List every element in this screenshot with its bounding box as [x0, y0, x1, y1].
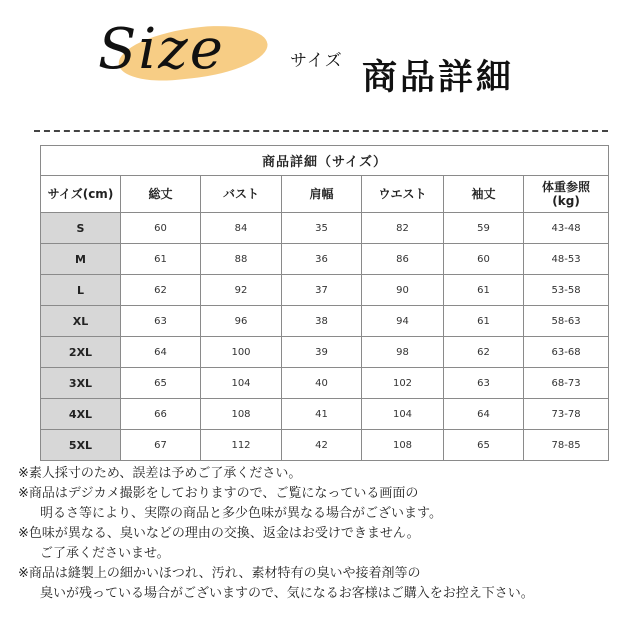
col-header-waist: ウエスト — [362, 176, 444, 213]
measurement-cell: 100 — [201, 337, 282, 368]
col-header-size: サイズ(cm) — [41, 176, 121, 213]
measurement-cell: 39 — [282, 337, 362, 368]
size-kana-label: サイズ — [290, 51, 343, 71]
col-header-weight-unit: (kg) — [552, 194, 580, 208]
note-line: ※素人採寸のため、誤差は予めご了承ください。 — [18, 466, 302, 481]
measurement-cell: 66 — [121, 399, 201, 430]
table-row — [41, 368, 609, 399]
measurement-cell: 62 — [444, 337, 524, 368]
measurement-cell: 65 — [444, 430, 524, 461]
size-label-cell: M — [41, 244, 121, 275]
col-header-shoulder: 肩幅 — [282, 176, 362, 213]
measurement-cell: 108 — [201, 399, 282, 430]
measurement-cell: 40 — [282, 368, 362, 399]
measurement-cell: 102 — [362, 368, 444, 399]
measurement-cell: 42 — [282, 430, 362, 461]
measurement-cell: 64 — [444, 399, 524, 430]
measurement-cell: 63 — [121, 306, 201, 337]
table-row — [41, 213, 609, 244]
dashed-divider — [34, 130, 608, 132]
table-row — [41, 244, 609, 275]
measurement-cell: 88 — [201, 244, 282, 275]
measurement-cell: 43-48 — [524, 213, 609, 244]
note-line: ※商品はデジカメ撮影をしておりますので、ご覧になっている画面の — [18, 486, 419, 501]
table-row — [41, 399, 609, 430]
note-line: ※色味が異なる、臭いなどの理由の交換、返金はお受けできません。 — [18, 526, 420, 541]
measurement-cell: 36 — [282, 244, 362, 275]
measurement-cell: 38 — [282, 306, 362, 337]
measurement-cell: 64 — [121, 337, 201, 368]
measurement-cell: 82 — [362, 213, 444, 244]
measurement-cell: 61 — [444, 275, 524, 306]
size-label-cell: S — [41, 213, 121, 244]
note-line: ※商品は縫製上の細かいほつれ、汚れ、素材特有の臭いや接着剤等の — [18, 566, 421, 581]
size-label-cell: 3XL — [41, 368, 121, 399]
size-label-cell: L — [41, 275, 121, 306]
table-row — [41, 306, 609, 337]
measurement-cell: 84 — [201, 213, 282, 244]
measurement-cell: 63 — [444, 368, 524, 399]
table-row — [41, 275, 609, 306]
measurement-cell: 98 — [362, 337, 444, 368]
table-row — [41, 430, 609, 461]
measurement-cell: 61 — [121, 244, 201, 275]
measurement-cell: 94 — [362, 306, 444, 337]
measurement-cell: 73-78 — [524, 399, 609, 430]
measurement-cell: 60 — [444, 244, 524, 275]
measurement-cell: 41 — [282, 399, 362, 430]
col-header-sleeve: 袖丈 — [444, 176, 524, 213]
measurement-cell: 108 — [362, 430, 444, 461]
note-line: 明るさ等により、実際の商品と多少色味が異なる場合がございます。 — [40, 506, 442, 521]
col-header-length: 総丈 — [121, 176, 201, 213]
measurement-cell: 86 — [362, 244, 444, 275]
measurement-cell: 60 — [121, 213, 201, 244]
measurement-cell: 35 — [282, 213, 362, 244]
measurement-cell: 58-63 — [524, 306, 609, 337]
measurement-cell: 96 — [201, 306, 282, 337]
size-script-title: Size — [98, 17, 225, 82]
size-table — [40, 145, 609, 461]
note-line: 臭いが残っている場合がございますので、気になるお客様はご購入をお控え下さい。 — [40, 586, 534, 601]
measurement-cell: 104 — [201, 368, 282, 399]
measurement-cell: 37 — [282, 275, 362, 306]
size-label-cell: 5XL — [41, 430, 121, 461]
table-title: 商品詳細（サイズ） — [41, 146, 609, 176]
col-header-weight — [524, 176, 609, 213]
measurement-cell: 90 — [362, 275, 444, 306]
size-label-cell: 4XL — [41, 399, 121, 430]
measurement-cell: 68-73 — [524, 368, 609, 399]
measurement-cell: 48-53 — [524, 244, 609, 275]
measurement-cell: 59 — [444, 213, 524, 244]
measurement-cell: 53-58 — [524, 275, 609, 306]
measurement-cell: 92 — [201, 275, 282, 306]
measurement-cell: 63-68 — [524, 337, 609, 368]
measurement-cell: 112 — [201, 430, 282, 461]
size-label-cell: 2XL — [41, 337, 121, 368]
measurement-cell: 78-85 — [524, 430, 609, 461]
measurement-cell: 104 — [362, 399, 444, 430]
measurement-cell: 65 — [121, 368, 201, 399]
notes-section — [18, 464, 628, 604]
col-header-bust: バスト — [201, 176, 282, 213]
product-details-heading: 商品詳細 — [362, 58, 515, 98]
measurement-cell: 67 — [121, 430, 201, 461]
table-row — [41, 337, 609, 368]
table-header-row — [41, 176, 609, 213]
note-line: ご了承くださいませ。 — [40, 546, 170, 561]
measurement-cell: 62 — [121, 275, 201, 306]
size-label-cell: XL — [41, 306, 121, 337]
size-header — [0, 0, 640, 125]
col-header-weight-label: 体重参照 — [542, 179, 591, 194]
measurement-cell: 61 — [444, 306, 524, 337]
